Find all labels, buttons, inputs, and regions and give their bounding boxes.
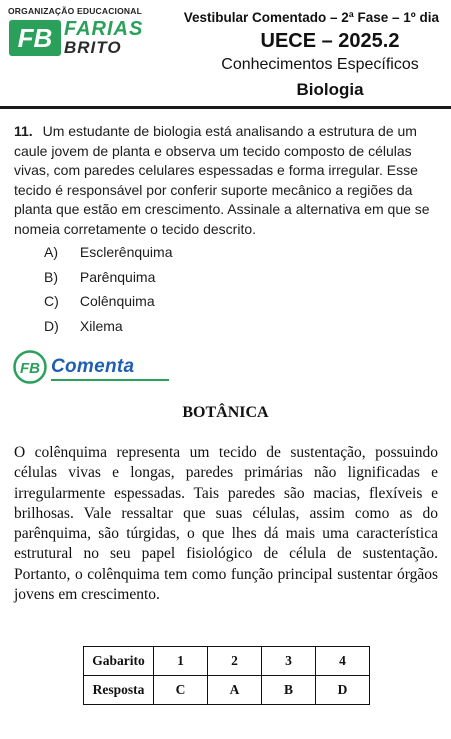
question-number-cell: 2 bbox=[208, 647, 262, 676]
question-number-cell: 1 bbox=[154, 647, 208, 676]
exam-line: Vestibular Comentado – 2ª Fase – 1º dia bbox=[183, 10, 439, 25]
answer-key-table bbox=[83, 646, 370, 705]
option-letter: B) bbox=[44, 268, 58, 285]
logo-org-label: ORGANIZAÇÃO EDUCACIONAL bbox=[8, 6, 142, 16]
option-b bbox=[44, 268, 404, 293]
table-row bbox=[84, 676, 370, 705]
header-divider bbox=[0, 106, 451, 109]
farias-brito-logo bbox=[6, 6, 181, 57]
question-text: Um estudante de biologia está analisando a estrutura de um caule jovem de planta e observa um tecido composto de células vivas, com paredes celulares espessadas e forma irregular. Esse tecido é responsável por conferir suporte mecânico a regiões da planta que estão em crescimento. Assinale a alternativa em que se nomeia corretamente o tecido descrito. bbox=[14, 123, 430, 237]
option-text: Colênquima bbox=[79, 293, 155, 309]
explanation-text: O colênquima representa um tecido de sustentação, possuindo células vivas e longas, paredes primárias não lignificadas e irregularmente espessadas. Tais paredes são macias, flexíveis e brilhosas. Vale ressaltar que suas células, assim como as do parênquima, são túrgidas, o que lhes dá mais uma característica estrutural no seu papel fisiológico de célula de sustentação. Portanto, o colênquima tem como função principal sustentar órgãos jovens em crescimento. bbox=[14, 444, 438, 604]
option-text: Parênquima bbox=[79, 268, 156, 285]
page-header bbox=[0, 0, 451, 109]
option-a bbox=[44, 243, 404, 268]
option-letter: A) bbox=[44, 244, 58, 260]
option-text: Xilema bbox=[79, 317, 123, 334]
section-title: BOTÂNICA bbox=[182, 404, 269, 421]
answer-cell: B bbox=[262, 676, 316, 705]
comenta-label: Comenta bbox=[51, 356, 135, 377]
subject-title: Biologia bbox=[296, 80, 364, 99]
table-row bbox=[84, 647, 370, 676]
option-c bbox=[44, 292, 404, 317]
option-d bbox=[44, 317, 404, 342]
answer-cell: A bbox=[208, 676, 262, 705]
comenta-logo bbox=[13, 350, 163, 384]
option-letter: D) bbox=[44, 317, 59, 334]
fb-logo-mark-icon bbox=[9, 20, 61, 56]
answer-cell: C bbox=[154, 676, 208, 705]
options-list bbox=[44, 243, 404, 341]
fb-circle-logo-icon bbox=[13, 350, 47, 384]
table-header-cell: Resposta bbox=[84, 676, 154, 705]
option-text: Esclerênquima bbox=[79, 244, 173, 260]
question-number: 11. bbox=[14, 123, 33, 139]
question-number-cell: 3 bbox=[262, 647, 316, 676]
exam-area: Conhecimentos Específicos bbox=[221, 56, 419, 73]
question-block bbox=[14, 122, 439, 239]
logo-brand-line1: FARIAS bbox=[64, 18, 144, 40]
logo-mark-text: FB bbox=[17, 23, 53, 53]
logo-brand-line2: BRITO bbox=[64, 38, 122, 57]
question-number-cell: 4 bbox=[316, 647, 370, 676]
option-letter: C) bbox=[44, 293, 59, 309]
table-header-cell: Gabarito bbox=[84, 647, 154, 676]
comenta-underline bbox=[51, 379, 169, 381]
comenta-logo-mark: FB bbox=[20, 360, 40, 377]
answer-cell: D bbox=[316, 676, 370, 705]
exam-title: UECE – 2025.2 bbox=[260, 30, 400, 52]
